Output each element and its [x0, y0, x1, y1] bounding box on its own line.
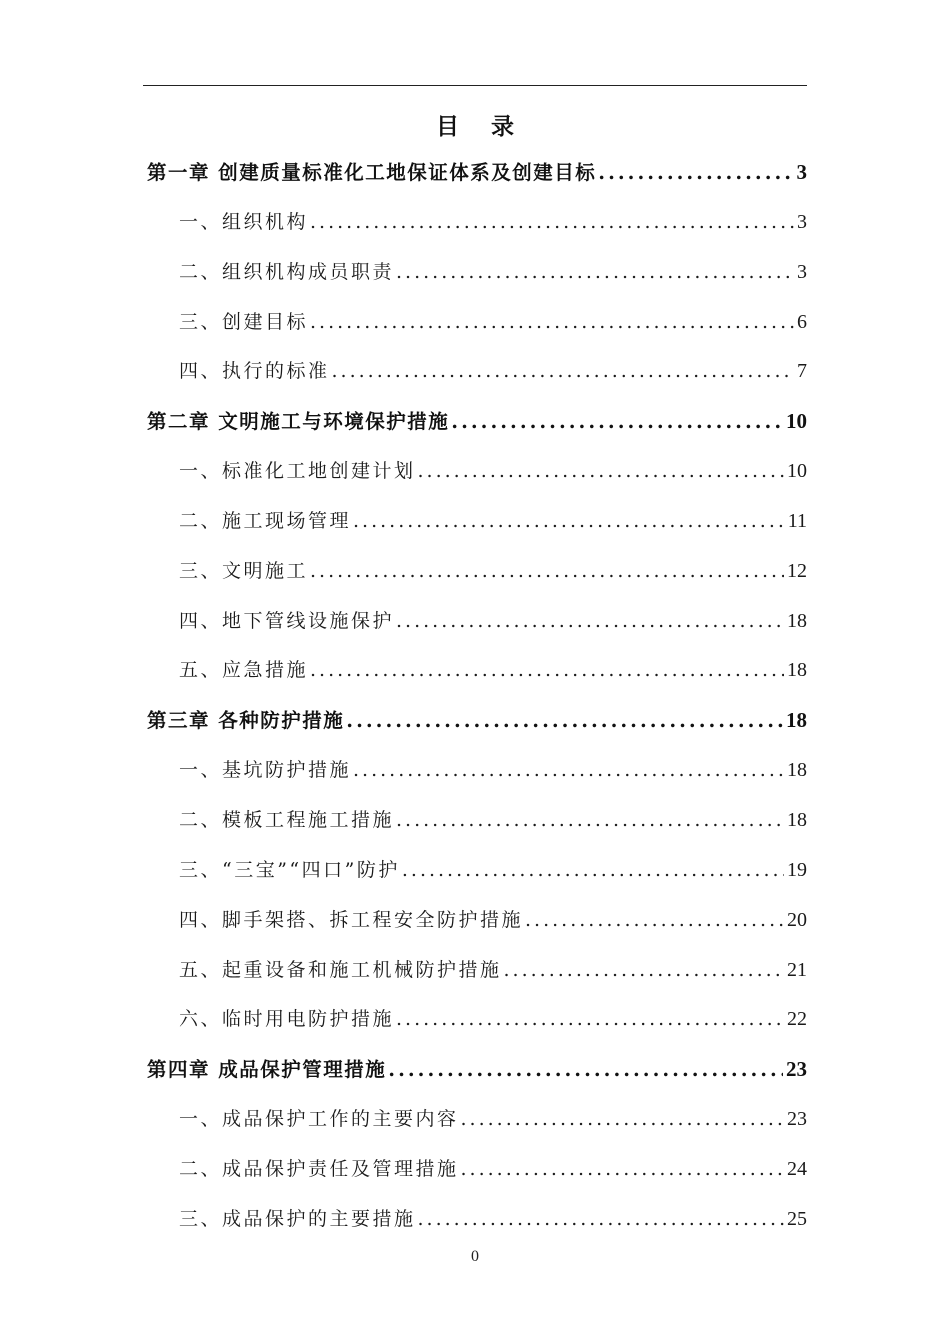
toc-entry-text: 二、成品保护责任及管理措施: [179, 1157, 459, 1180]
toc-entry-text: 六、临时用电防护措施: [179, 1008, 395, 1031]
toc-dot-leader: [461, 1095, 784, 1145]
toc-page-number: 10: [787, 460, 807, 483]
toc-entry-text: 第四章 成品保护管理措施: [147, 1058, 387, 1082]
toc-entry-text: 一、基坑防护措施: [179, 759, 352, 782]
toc-entry-text: 一、组织机构: [179, 210, 309, 233]
toc-dot-leader: [353, 746, 784, 796]
toc-dot-leader: [310, 298, 794, 348]
toc-page-number: 23: [787, 1108, 807, 1131]
toc-page-number: 3: [797, 260, 807, 283]
toc-entry-text: 五、应急措施: [179, 659, 309, 682]
toc-chapter-4[interactable]: [143, 1045, 807, 1095]
toc-page-number: 18: [787, 759, 807, 782]
toc-section-1-2[interactable]: [143, 248, 807, 298]
toc-entry-text: 四、执行的标准: [179, 360, 330, 383]
toc-title: 目 录: [435, 113, 526, 140]
toc-dot-leader: [396, 995, 784, 1045]
toc-dot-leader: [451, 397, 783, 447]
toc-dot-leader: [310, 198, 794, 248]
toc-dot-leader: [332, 347, 794, 397]
toc-page-number: 3: [796, 160, 807, 184]
toc-page-number: 12: [787, 559, 807, 582]
toc-entry-text: 二、组织机构成员职责: [179, 260, 395, 283]
toc-page-number: 23: [786, 1057, 807, 1082]
toc-section-4-1[interactable]: [143, 1095, 807, 1145]
toc-page-number: 18: [787, 808, 807, 831]
toc-section-1-1[interactable]: [143, 198, 807, 248]
toc-dot-leader: [396, 796, 784, 846]
toc-entry-text: 第二章 文明施工与环境保护措施: [147, 410, 450, 434]
toc-entry-text: 四、脚手架搭、拆工程安全防护措施: [179, 908, 524, 931]
toc-page-number: 21: [787, 958, 807, 981]
toc-dot-leader: [396, 248, 794, 298]
toc-section-3-5[interactable]: [143, 946, 807, 996]
toc-dot-leader: [418, 1195, 784, 1245]
toc-entry-text: 三、“三宝”“四口”防护: [179, 858, 400, 881]
header-rule: [143, 85, 807, 86]
toc-dot-leader: [418, 447, 784, 497]
table-of-contents: [143, 148, 807, 1245]
toc-chapter-2[interactable]: [143, 397, 807, 447]
toc-entry-text: 五、起重设备和施工机械防护措施: [179, 958, 502, 981]
toc-dot-leader: [310, 547, 784, 597]
toc-section-2-4[interactable]: [143, 597, 807, 647]
toc-section-2-2[interactable]: [143, 497, 807, 547]
toc-page-number: 11: [787, 509, 807, 532]
toc-section-2-3[interactable]: [143, 547, 807, 597]
toc-dot-leader: [402, 846, 784, 896]
toc-entry-text: 三、创建目标: [179, 310, 309, 333]
toc-dot-leader: [525, 896, 784, 946]
page-footer-number: 0: [471, 1248, 479, 1265]
toc-dot-leader: [388, 1045, 783, 1095]
toc-section-4-2[interactable]: [143, 1145, 807, 1195]
toc-section-4-3[interactable]: [143, 1195, 807, 1245]
toc-page-number: 22: [787, 1008, 807, 1031]
toc-section-2-1[interactable]: [143, 447, 807, 497]
toc-page-number: 18: [787, 609, 807, 632]
toc-entry-text: 三、文明施工: [179, 559, 309, 582]
toc-section-3-2[interactable]: [143, 796, 807, 846]
toc-section-3-6[interactable]: [143, 995, 807, 1045]
toc-dot-leader: [396, 597, 784, 647]
toc-entry-text: 一、成品保护工作的主要内容: [179, 1108, 459, 1131]
toc-page-number: 3: [797, 210, 807, 233]
toc-entry-text: 一、标准化工地创建计划: [179, 460, 416, 483]
toc-section-3-3[interactable]: [143, 846, 807, 896]
toc-dot-leader: [353, 497, 785, 547]
toc-dot-leader: [598, 148, 793, 198]
toc-section-3-1[interactable]: [143, 746, 807, 796]
toc-entry-text: 三、成品保护的主要措施: [179, 1207, 416, 1230]
toc-section-3-4[interactable]: [143, 896, 807, 946]
toc-dot-leader: [310, 646, 784, 696]
toc-page-number: 18: [787, 659, 807, 682]
toc-section-1-3[interactable]: [143, 298, 807, 348]
toc-entry-text: 第三章 各种防护措施: [147, 709, 345, 733]
toc-page-number: 10: [786, 409, 807, 434]
toc-page-number: 25: [787, 1207, 807, 1230]
toc-section-1-4[interactable]: [143, 347, 807, 397]
toc-chapter-3[interactable]: [143, 696, 807, 746]
toc-section-2-5[interactable]: [143, 646, 807, 696]
toc-page-number: 19: [787, 858, 807, 881]
toc-entry-text: 四、地下管线设施保护: [179, 609, 395, 632]
toc-dot-leader: [346, 696, 783, 746]
toc-page-number: 7: [797, 360, 807, 383]
toc-entry-text: 二、模板工程施工措施: [179, 808, 395, 831]
toc-dot-leader: [461, 1145, 784, 1195]
toc-chapter-1[interactable]: [143, 148, 807, 198]
toc-dot-leader: [504, 946, 784, 996]
toc-entry-text: 第一章 创建质量标准化工地保证体系及创建目标: [147, 161, 597, 184]
toc-entry-text: 二、施工现场管理: [179, 509, 352, 532]
toc-page-number: 18: [786, 708, 807, 733]
toc-page-number: 6: [797, 310, 807, 333]
toc-page-number: 24: [787, 1157, 807, 1180]
toc-page-number: 20: [787, 908, 807, 931]
